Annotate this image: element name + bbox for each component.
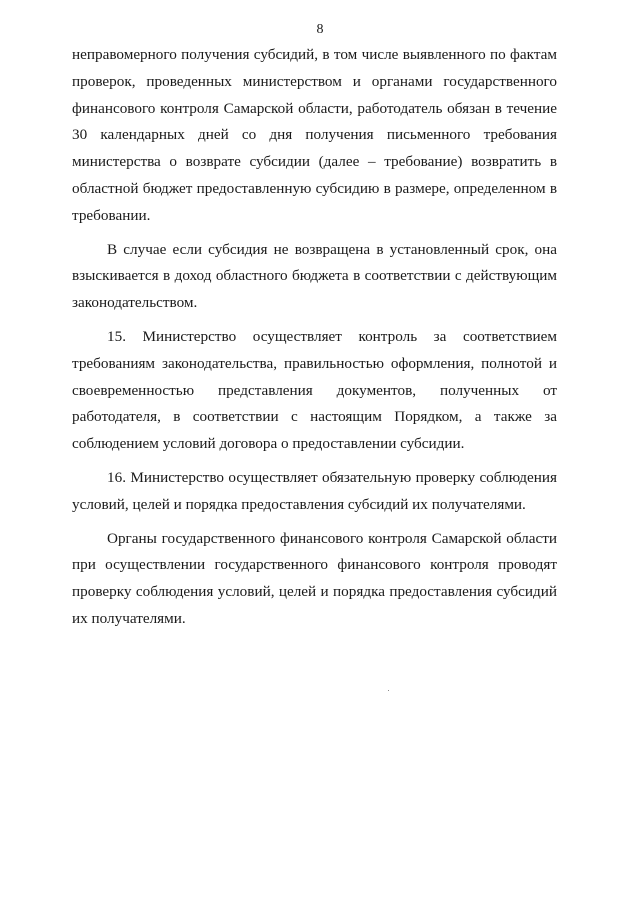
page-number: 8	[316, 22, 324, 37]
paragraph-continuation: неправомерного получения субсидий, в том числе выявленного по фактам проверок, проведенных министерством и органами государственного финансового контроля Самарской области, работодатель обязан в течение 30 календарных дней со дня получения письменного требования министерства о возврате субсидии (далее – требование) возвратить в областной бюджет предоставленную субсидию в размере, определенном в требовании.	[72, 46, 557, 224]
paragraph-refund-enforcement: В случае если субсидия не возвращена в установленный срок, она взыскивается в доход областного бюджета в соответствии с действующим законодательством.	[72, 240, 557, 312]
paragraph-clause-16: 16. Министерство осуществляет обязательную проверку соблюдения условий, целей и порядка предоставления субсидий их получателями.	[72, 468, 557, 513]
paragraph-clause-15: 15. Министерство осуществляет контроль за соответствием требованиям законодательства, правильностью оформления, полнотой и своевременностью представления документов, полученных от работодателя, в соответствии с настоящим Порядком, а также за соблюдением условий договора о предоставлении субсидии.	[72, 327, 557, 453]
document-body	[72, 42, 557, 640]
scan-speck	[388, 690, 389, 691]
paragraph-financial-control: Органы государственного финансового контроля Самарской области при осуществлении государственного финансового контроля проводят проверку соблюдения условий, целей и порядка предоставления субсидий их получателями.	[72, 529, 557, 627]
